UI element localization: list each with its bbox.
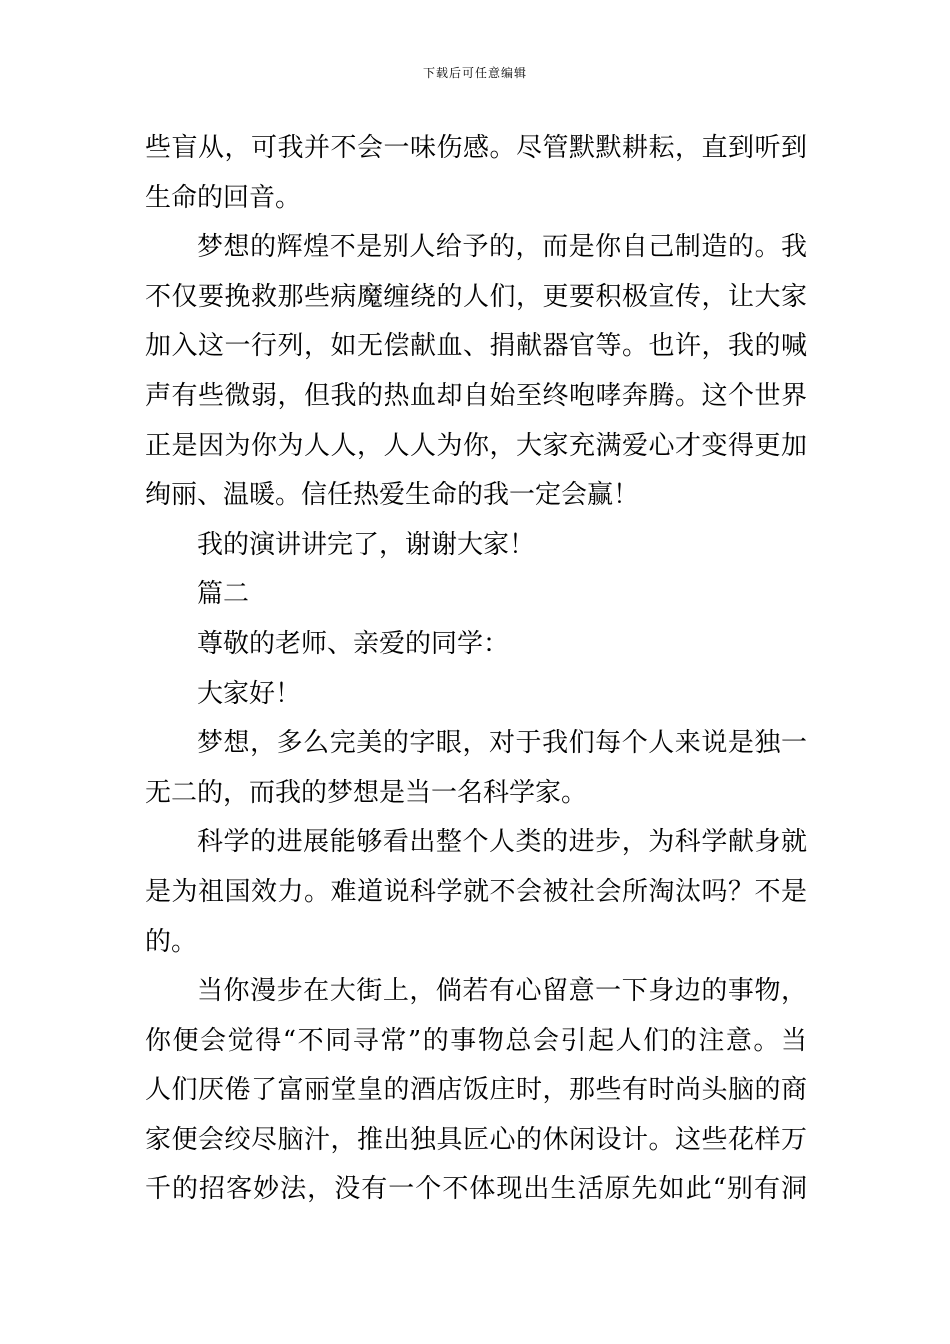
text-line: 正是因为你为人人，人人为你，大家充满爱心才变得更加 — [145, 430, 807, 461]
page-header: 下载后可任意编辑 — [422, 66, 527, 80]
text-line: 当你漫步在大街上，倘若有心留意一下身边的事物， — [197, 976, 807, 1007]
text-line: 梦想的辉煌不是别人给予的，而是你自己制造的。我 — [197, 232, 807, 263]
text-line: 些盲从，可我并不会一味伤感。尽管默默耕耘，直到听到 — [145, 133, 807, 163]
text-line: 绚丽、温暖。信任热爱生命的我一定会赢！ — [145, 480, 640, 511]
text-line: 声有些微弱，但我的热血却自始至终咆哮奔腾。这个世界 — [145, 380, 807, 411]
text-line: 不仅要挽救那些病魔缠绕的人们，更要积极宣传，让大家 — [145, 281, 807, 312]
text-line: 篇二 — [197, 579, 250, 610]
text-line: 无二的，而我的梦想是当一名科学家。 — [145, 777, 588, 808]
text-line: 大家好！ — [197, 678, 302, 709]
text-line: 加入这一行列，如无偿献血、捐献器官等。也许，我的喊 — [145, 331, 807, 362]
text-line: 人们厌倦了富丽堂皇的酒店饭庄时，那些有时尚头脑的商 — [145, 1075, 807, 1106]
text-line: 生命的回音。 — [145, 182, 302, 213]
text-line: 是为祖国效力。难道说科学就不会被社会所淘汰吗？不是 — [145, 876, 807, 907]
text-line: 你便会觉得“不同寻常”的事物总会引起人们的注意。当 — [145, 1025, 807, 1056]
text-line: 梦想，多么完美的字眼，对于我们每个人来说是独一 — [197, 728, 807, 759]
text-line: 我的演讲讲完了，谢谢大家！ — [197, 529, 536, 560]
text-line: 的。 — [145, 926, 198, 957]
document-body — [145, 124, 807, 1215]
text-line: 家便会绞尽脑汁，推出独具匠心的休闲设计。这些花样万 — [145, 1124, 807, 1155]
text-line: 千的招客妙法，没有一个不体现出生活原先如此“别有洞 — [145, 1174, 807, 1205]
text-line: 尊敬的老师、亲爱的同学： — [197, 628, 510, 659]
text-line: 科学的进展能够看出整个人类的进步，为科学献身就 — [197, 827, 807, 858]
